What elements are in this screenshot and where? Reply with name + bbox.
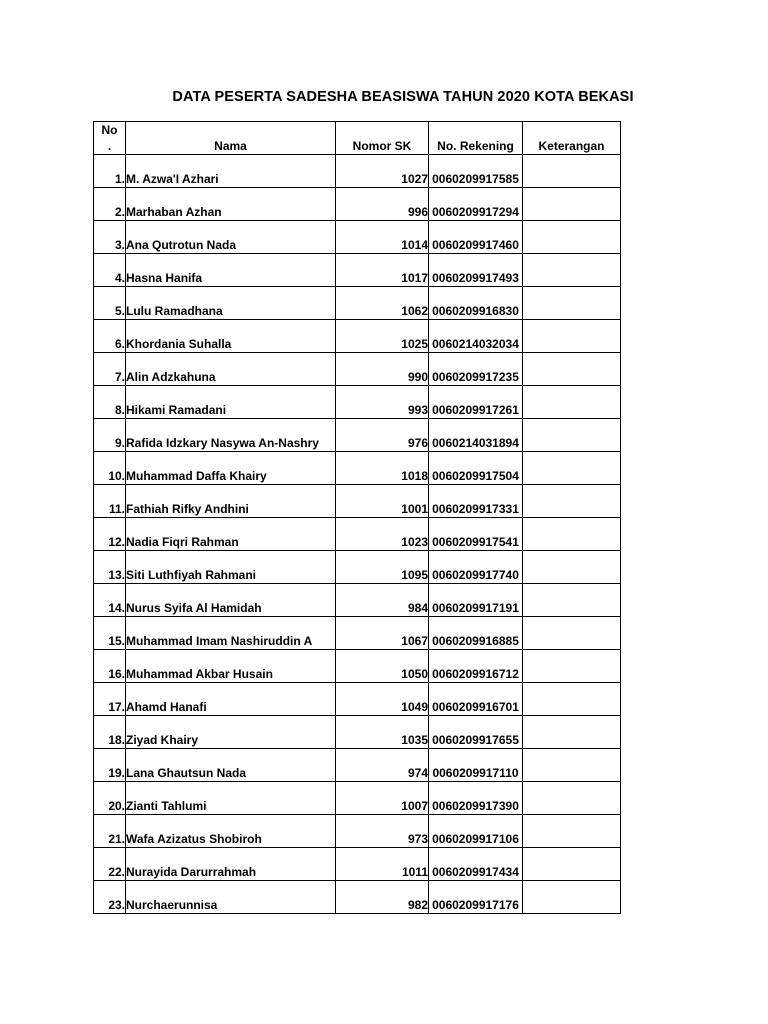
participant-name: Nurus Syifa Al Hamidah (126, 584, 336, 617)
row-number: 2. (94, 188, 126, 221)
participant-name: Muhammad Akbar Husain (126, 650, 336, 683)
table-row (94, 518, 621, 551)
nomor-sk: 1049 (336, 683, 429, 716)
keterangan (523, 320, 621, 353)
keterangan (523, 221, 621, 254)
nomor-sk: 976 (336, 419, 429, 452)
account-number: 0060209917585 (429, 155, 523, 188)
account-number: 0060209917331 (429, 485, 523, 518)
row-number: 6. (94, 320, 126, 353)
participant-name: Nurchaerunnisa (126, 881, 336, 914)
table-row (94, 221, 621, 254)
participant-name: Ahamd Hanafi (126, 683, 336, 716)
account-number: 0060209917294 (429, 188, 523, 221)
row-number: 5. (94, 287, 126, 320)
participant-name: Rafida Idzkary Nasywa An-Nashry (126, 419, 336, 452)
keterangan (523, 419, 621, 452)
header-no-line1: No (101, 123, 118, 137)
nomor-sk: 1017 (336, 254, 429, 287)
nomor-sk: 1027 (336, 155, 429, 188)
nomor-sk: 984 (336, 584, 429, 617)
participant-name: Wafa Azizatus Shobiroh (126, 815, 336, 848)
header-no-line2: . (107, 139, 112, 153)
nomor-sk: 1025 (336, 320, 429, 353)
account-number: 0060214031894 (429, 419, 523, 452)
account-number: 0060209917110 (429, 749, 523, 782)
row-number: 4. (94, 254, 126, 287)
keterangan (523, 485, 621, 518)
participant-name: Ana Qutrotun Nada (126, 221, 336, 254)
row-number: 19. (94, 749, 126, 782)
keterangan (523, 518, 621, 551)
keterangan (523, 551, 621, 584)
account-number: 0060209917261 (429, 386, 523, 419)
document-title: DATA PESERTA SADESHA BEASISWA TAHUN 2020 KOTA BEKASI (172, 89, 634, 105)
account-number: 0060214032034 (429, 320, 523, 353)
account-number: 0060209917504 (429, 452, 523, 485)
header-no (94, 122, 126, 155)
nomor-sk: 1014 (336, 221, 429, 254)
nomor-sk: 990 (336, 353, 429, 386)
keterangan (523, 452, 621, 485)
keterangan (523, 815, 621, 848)
table-row (94, 320, 621, 353)
row-number: 23. (94, 881, 126, 914)
account-number: 0060209917655 (429, 716, 523, 749)
row-number: 12. (94, 518, 126, 551)
nomor-sk: 982 (336, 881, 429, 914)
row-number: 11. (94, 485, 126, 518)
nomor-sk: 1095 (336, 551, 429, 584)
table-row (94, 782, 621, 815)
account-number: 0060209916830 (429, 287, 523, 320)
row-number: 16. (94, 650, 126, 683)
table-row (94, 584, 621, 617)
row-number: 10. (94, 452, 126, 485)
keterangan (523, 386, 621, 419)
row-number: 3. (94, 221, 126, 254)
account-number: 0060209917434 (429, 848, 523, 881)
participant-name: Alin Adzkahuna (126, 353, 336, 386)
participant-name: Nadia Fiqri Rahman (126, 518, 336, 551)
row-number: 13. (94, 551, 126, 584)
table-row (94, 419, 621, 452)
table-row (94, 848, 621, 881)
table-header-row (94, 122, 621, 155)
header-nomor-sk: Nomor SK (336, 122, 429, 155)
row-number: 9. (94, 419, 126, 452)
account-number: 0060209917740 (429, 551, 523, 584)
keterangan (523, 749, 621, 782)
participant-name: M. Azwa'I Azhari (126, 155, 336, 188)
keterangan (523, 353, 621, 386)
keterangan (523, 254, 621, 287)
nomor-sk: 1018 (336, 452, 429, 485)
row-number: 14. (94, 584, 126, 617)
participant-name: Muhammad Imam Nashiruddin A (126, 617, 336, 650)
participant-name: Lulu Ramadhana (126, 287, 336, 320)
nomor-sk: 1001 (336, 485, 429, 518)
row-number: 22. (94, 848, 126, 881)
keterangan (523, 683, 621, 716)
account-number: 0060209917106 (429, 815, 523, 848)
participant-name: Lana Ghautsun Nada (126, 749, 336, 782)
participant-name: Siti Luthfiyah Rahmani (126, 551, 336, 584)
nomor-sk: 1050 (336, 650, 429, 683)
account-number: 0060209917541 (429, 518, 523, 551)
table-row (94, 551, 621, 584)
table-row (94, 287, 621, 320)
row-number: 7. (94, 353, 126, 386)
row-number: 15. (94, 617, 126, 650)
header-keterangan: Keterangan (523, 122, 621, 155)
row-number: 21. (94, 815, 126, 848)
participant-table (93, 121, 621, 914)
nomor-sk: 996 (336, 188, 429, 221)
keterangan (523, 188, 621, 221)
table-row (94, 881, 621, 914)
account-number: 0060209917176 (429, 881, 523, 914)
row-number: 1. (94, 155, 126, 188)
table-row (94, 716, 621, 749)
account-number: 0060209917235 (429, 353, 523, 386)
nomor-sk: 1067 (336, 617, 429, 650)
row-number: 20. (94, 782, 126, 815)
table-row (94, 254, 621, 287)
nomor-sk: 1011 (336, 848, 429, 881)
keterangan (523, 287, 621, 320)
table-row (94, 683, 621, 716)
keterangan (523, 881, 621, 914)
nomor-sk: 993 (336, 386, 429, 419)
account-number: 0060209917390 (429, 782, 523, 815)
row-number: 8. (94, 386, 126, 419)
table-row (94, 155, 621, 188)
table-row (94, 485, 621, 518)
nomor-sk: 974 (336, 749, 429, 782)
participant-name: Nurayida Darurrahmah (126, 848, 336, 881)
participant-name: Hikami Ramadani (126, 386, 336, 419)
header-no-rekening: No. Rekening (429, 122, 523, 155)
account-number: 0060209917493 (429, 254, 523, 287)
keterangan (523, 650, 621, 683)
table-row (94, 353, 621, 386)
account-number: 0060209916701 (429, 683, 523, 716)
table-row (94, 452, 621, 485)
table-row (94, 815, 621, 848)
row-number: 17. (94, 683, 126, 716)
keterangan (523, 716, 621, 749)
nomor-sk: 1007 (336, 782, 429, 815)
account-number: 0060209917460 (429, 221, 523, 254)
nomor-sk: 1062 (336, 287, 429, 320)
keterangan (523, 584, 621, 617)
table-body (94, 155, 621, 914)
table-row (94, 386, 621, 419)
keterangan (523, 155, 621, 188)
participant-name: Fathiah Rifky Andhini (126, 485, 336, 518)
row-number: 18. (94, 716, 126, 749)
account-number: 0060209916712 (429, 650, 523, 683)
participant-name: Ziyad Khairy (126, 716, 336, 749)
table-row (94, 749, 621, 782)
participant-name: Hasna Hanifa (126, 254, 336, 287)
nomor-sk: 1035 (336, 716, 429, 749)
nomor-sk: 1023 (336, 518, 429, 551)
header-nama: Nama (126, 122, 336, 155)
account-number: 0060209916885 (429, 617, 523, 650)
participant-name: Zianti Tahlumi (126, 782, 336, 815)
participant-name: Khordania Suhalla (126, 320, 336, 353)
table-row (94, 617, 621, 650)
participant-name: Muhammad Daffa Khairy (126, 452, 336, 485)
keterangan (523, 848, 621, 881)
table-row (94, 650, 621, 683)
keterangan (523, 617, 621, 650)
table-row (94, 188, 621, 221)
nomor-sk: 973 (336, 815, 429, 848)
account-number: 0060209917191 (429, 584, 523, 617)
keterangan (523, 782, 621, 815)
participant-name: Marhaban Azhan (126, 188, 336, 221)
